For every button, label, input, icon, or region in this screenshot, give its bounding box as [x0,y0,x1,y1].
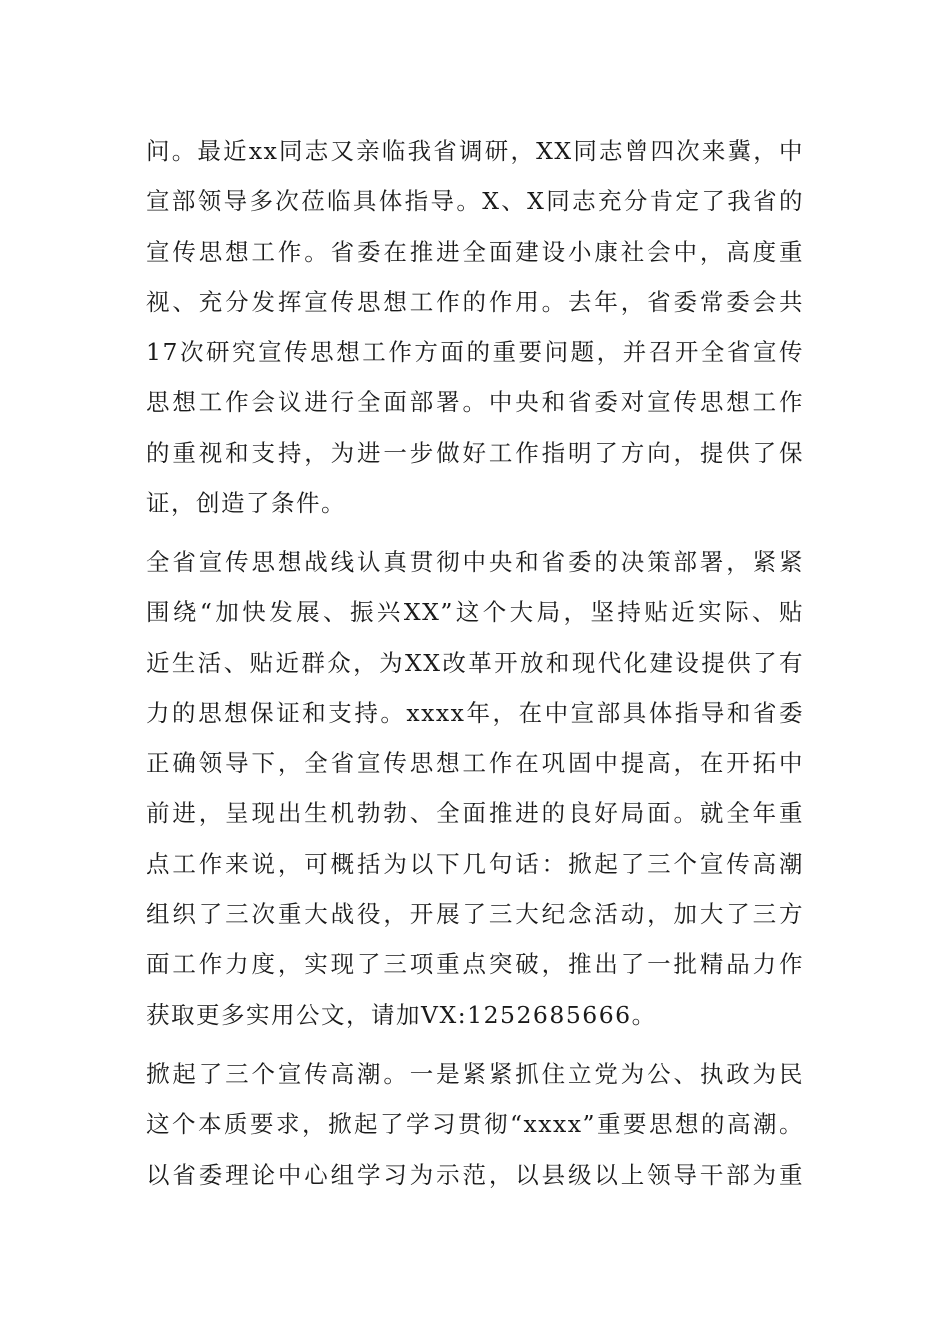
paragraph-2 [146,537,826,1040]
text-line: 以省委理论中心组学习为示范，以县级以上领导干部为重 [146,1160,804,1189]
text-line: 17次研究宣传思想工作方面的重要问题，并召开全省宣传 [146,338,804,367]
text-line: 掀起了三个宣传高潮。一是紧紧抓住立党为公、执政为民 [146,1060,804,1088]
text-line: 宣传思想工作。省委在推进全面建设小康社会中，高度重 [146,237,804,266]
text-line: 证，创造了条件。 [146,489,346,518]
text-line: 思想工作会议进行全面部署。中央和省委对宣传思想工作 [146,388,804,417]
paragraph-3 [146,1049,826,1200]
text-line: 力的思想保证和支持。xxxx年，在中宣部具体指导和省委 [146,698,804,727]
text-line: 获取更多实用公文，请加VX:1252685666。 [146,1000,657,1029]
text-line: 问。最近xx同志又亲临我省调研，XX同志曾四次来冀，中 [146,137,804,165]
text-line: 的重视和支持，为进一步做好工作指明了方向，提供了保 [146,438,804,467]
text-line: 近生活、贴近群众，为XX改革开放和现代化建设提供了有 [146,648,804,677]
text-line: 组织了三次重大战役，开展了三大纪念活动，加大了三方 [146,900,804,929]
text-line: 面工作力度，实现了三项重点突破，推出了一批精品力作 [146,950,804,979]
text-line: 前进，呈现出生机勃勃、全面推进的良好局面。就全年重 [146,799,804,828]
text-line: 围绕“加快发展、振兴XX”这个大局，坚持贴近实际、贴 [146,598,804,627]
text-line: 宣部领导多次莅临具体指导。X、X同志充分肯定了我省的 [146,187,804,216]
text-line: 正确领导下，全省宣传思想工作在巩固中提高，在开拓中 [146,749,804,778]
text-line: 全省宣传思想战线认真贯彻中央和省委的决策部署，紧紧 [146,548,804,576]
text-line: 视、充分发挥宣传思想工作的作用。去年，省委常委会共 [146,287,804,316]
paragraph-1 [146,126,826,528]
text-line: 点工作来说，可概括为以下几句话：掀起了三个宣传高潮 [146,849,804,878]
text-line: 这个本质要求，掀起了学习贯彻“xxxx”重要思想的高潮。 [146,1110,804,1139]
